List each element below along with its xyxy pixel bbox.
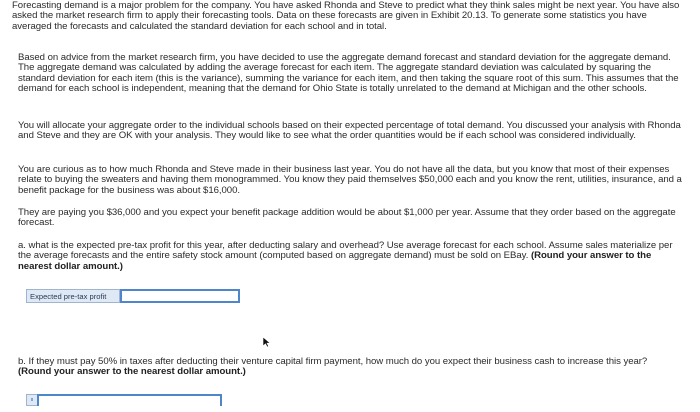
answer-a-input[interactable]: [120, 289, 240, 303]
question-b: [18, 357, 682, 378]
answer-a-label: Expected pre-tax profit: [26, 289, 120, 303]
answer-b-input[interactable]: [37, 394, 222, 406]
aggregate-demand-paragraph: Based on advice from the market research firm, you have decided to use the aggregate demand forecast and standard deviation for the aggregate demand. The aggregate demand was calculated by adding the average forecast for each item. The aggregate standard deviation was calculated by squaring the standard deviation for each item (this is the variance), summing the variance for each item, and then taking the square root of this sum. This assumes that the demand for each school is independent, meaning that the demand for Ohio State is totally unrelated to the demand at Michigan and the other schools.: [18, 52, 679, 95]
answer-b-row: [26, 394, 222, 406]
intro-paragraph: Forecasting demand is a major problem for the company. You have asked Rhonda and Steve to predict what they think sales might be next year. You have also asked the market research firm to apply their forecasting tools. Data on these forecasts are given in Exhibit 20.13. To generate some statistics you have averaged the forecasts and calculated the standard deviation for each school and in total.: [12, 0, 680, 32]
question-a-text: a. what is the expected pre-tax profit for this year, after deducting salary and overhead? Use average forecast for each school. Assume sales materialize per the average forecasts and the entire safety stock amount (computed based on aggregate demand) must be sold on EBay.: [18, 240, 673, 262]
answer-a-row: [26, 289, 240, 303]
question-a-instruction: (Round your answer to the nearest dollar amount.): [18, 250, 652, 272]
mouse-pointer-icon: [262, 336, 272, 348]
answer-b-label: [26, 394, 37, 406]
last-year-profit-paragraph: You are curious as to how much Rhonda and Steve made in their business last year. You do not have all the data, but you know that most of their expenses relate to buying the sweaters and having them monogrammed. You know they paid themselves $50,000 each and you know the rent, utilities, insurance, and a benefit package for the business was about $16,000.: [18, 164, 682, 196]
allocation-paragraph: You will allocate your aggregate order to the individual schools based on their expected percentage of total demand. You discussed your analysis with Rhonda and Steve and they are OK with your analysis. They would like to see what the order quantities would be if each school was considered individually.: [18, 120, 681, 142]
salary-paragraph: They are paying you $36,000 and you expect your benefit package addition would be about $1,000 per year. Assume that they order based on the aggregate forecast.: [18, 207, 676, 229]
question-b-text: b. If they must pay 50% in taxes after deducting their venture capital firm payment, how much do you expect their business cash to increase this year?: [18, 356, 648, 367]
question-a: [18, 241, 682, 272]
question-b-instruction: (Round your answer to the nearest dollar amount.): [18, 366, 246, 378]
